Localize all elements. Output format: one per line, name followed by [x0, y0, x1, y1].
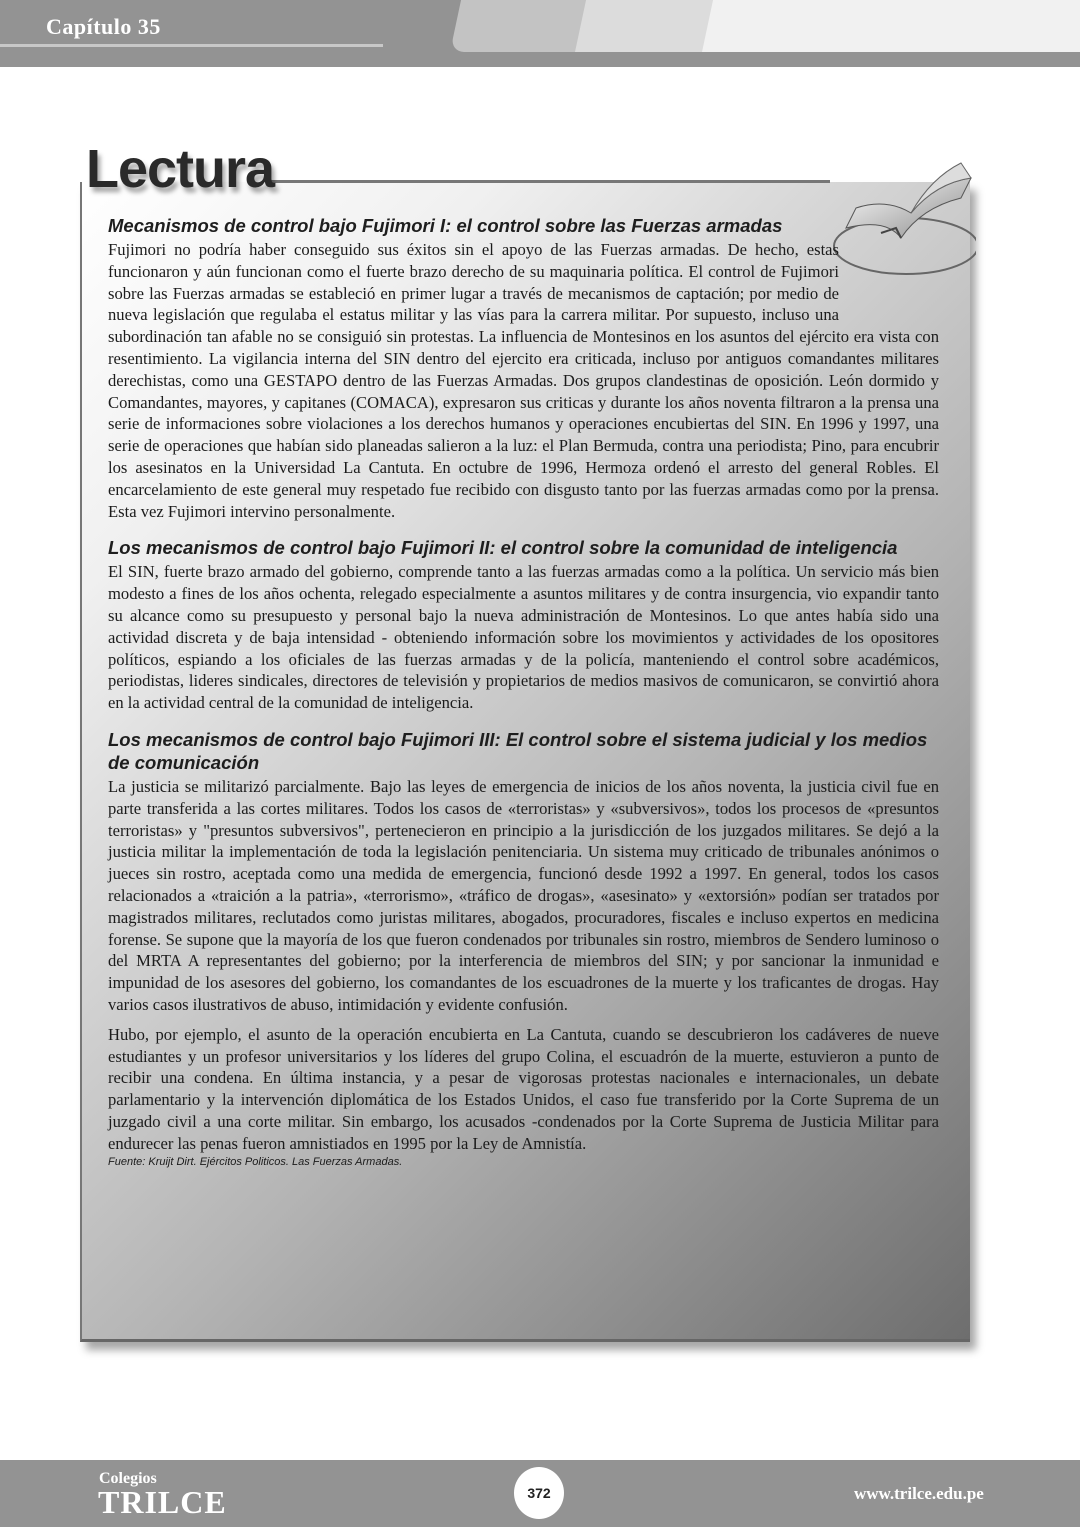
section-2 — [108, 536, 939, 714]
section-heading: Los mecanismos de control bajo Fujimori II: el control sobre la comunidad de inteligencia — [108, 537, 898, 559]
header-underline — [0, 44, 383, 47]
chapter-header-bar — [0, 0, 1080, 67]
source-citation: Fuente: Kruijt Dirt. Ejércitos Politicos. Las Fuerzas Armadas. — [108, 1156, 403, 1169]
header-decor — [702, 0, 1080, 52]
reading-content — [108, 214, 939, 1182]
reading-title: Lectura — [86, 139, 275, 199]
brand-logo-small: Colegios — [99, 1470, 157, 1487]
page-number: 372 — [514, 1467, 564, 1519]
section-1 — [108, 214, 939, 522]
section-heading: Los mecanismos de control bajo Fujimori III: El control sobre el sistema judicial y los medios de comunicación — [108, 728, 928, 773]
website-url: www.trilce.edu.pe — [854, 1484, 984, 1503]
brand-logo: TRILCE — [98, 1484, 227, 1520]
paragraph: Fujimori no podría haber conseguido sus éxitos sin el apoyo de las Fuerzas armadas. De hecho, estas funcionaron y aún funcionan como el fuerte brazo derecho de su maquinaria política. El control de Fujimori sobre las Fuerzas armadas se estableció en primer lugar a través de mecanismos de captación; por medio de nueva legislación que regulaba el estatus militar y las vías para la carrera militar. Por supuesto, incluso una subordinación tan afable no se consiguió sin protestas. La influencia de Montesinos en los asuntos del ejército era vista con resentimiento. La vigilancia interna del SIN dentro del ejercito era criticada, incluso por antiguos comandantes militares derechistas, como una GESTAPO dentro de las Fuerzas Armadas. Dos grupos clandestinas de oposición. León dormido y Comandantes, mayores, y capitanes (COMACA), expresaron sus criticas y durante los años noventa filtraron a la prensa una serie de informaciones sobre violaciones a los derechos humanos y operaciones encubiertas del SIN. En 1996 y 1997, una serie de operaciones que habían sido planeadas salieron a la luz: el Plan Bermuda, contra una periodista; Pino, para encubrir los asesinatos en la Universidad La Cantuta. En octubre de 1996, Hermoza ordenó el arresto del general Robles. El encarcelamiento de este general muy respetado fue recibido con disgusto tanto por las fuerzas armadas como por la prensa. Esta vez Fujimori intervino personalmente. — [108, 240, 939, 521]
paragraph: El SIN, fuerte brazo armado del gobierno, comprende tanto a las fuerzas armadas como a la política. Un servicio más bien modesto a fines de los años ochenta, relegado especialmente a asuntos militares y de contra insurgencia, vio expandir tanto su alcance como su presupuesto y personal bajo la nueva administración de Montesinos. Lo que antes había sido una actividad discreta y de baja intensidad - obteniendo información sobre los movimientos y actividades de los opositores políticos, espiando a los oficiales de las fuerzas armadas y de la policía, manteniendo el control sobre académicos, periodistas, lideres sindicales, directores de televisión y propietarios de medios masivos de comunicaron, se convirtió ahora en la actividad central de la comunidad de inteligencia. — [108, 562, 939, 713]
paragraph: Hubo, por ejemplo, el asunto de la operación encubierta en La Cantuta, cuando se descubrieron los cadáveres de nueve estudiantes y un profesor universitarios y los líderes del grupo Colina, el escuadrón de la muerte, estuvieron a punto de recibir una condena. En última instancia, y a pesar de vigorosas protestas nacionales e internacionales, un debate parlamentario y la intervención diplomática de los Estados Unidos, el caso fue transferido por la Corte Suprema de un juzgado civil a una corte militar. Sin embargo, los acusados -condenados por la Corte Suprema de Justicia Militar para endurecer las penas fueron amnistiados en 1995 por la Ley de Amnistía. — [108, 1024, 939, 1153]
section-3 — [108, 728, 939, 1169]
box-top-border — [270, 180, 830, 183]
paragraph: La justicia se militarizó parcialmente. Bajo las leyes de emergencia de inicios de los años noventa, la justicia civil fue en parte transferida a las cortes militares. Todos los casos de «terroristas» y «subversivos», todos los procesos de «presuntos terroristas» y "presuntos subversivos", pertenecieron en principio a la jurisdicción de los juzgados militares. Se dejó a la justicia militar la implementación de toda la legislación penitenciaria. Un sistema muy criticado de tribunales anónimos o jueces sin rostro, aceptada como una medida de emergencia, funcionó desde 1992 a 1997. En general, todos los casos relacionados a «traición a la patria», «terrorismo», «tráfico de drogas», «asesinato» y «extorsión» podían ser tratados por magistrados militares, reclutados como juristas militares, abogados, procuradores, fiscales e incluso expertos en medicina forense. Se supone que la mayoría de los que fueron condenados por tribunales sin rostro, miembros de Sendero luminoso o del MRTA A representantes del gobierno; por la interferencia de miembros del SIN; y por sancionar la inmunidad e impunidad de los asesores del gobierno, los comandantes de los escuadrones de la muerte y los traficantes de drogas. Hay varios casos ilustrativos de abuso, intimidación y evidente confusión. — [108, 776, 939, 1014]
chapter-title: Capítulo 35 — [46, 14, 161, 39]
section-heading: Mecanismos de control bajo Fujimori I: el control sobre las Fuerzas armadas — [108, 215, 783, 236]
